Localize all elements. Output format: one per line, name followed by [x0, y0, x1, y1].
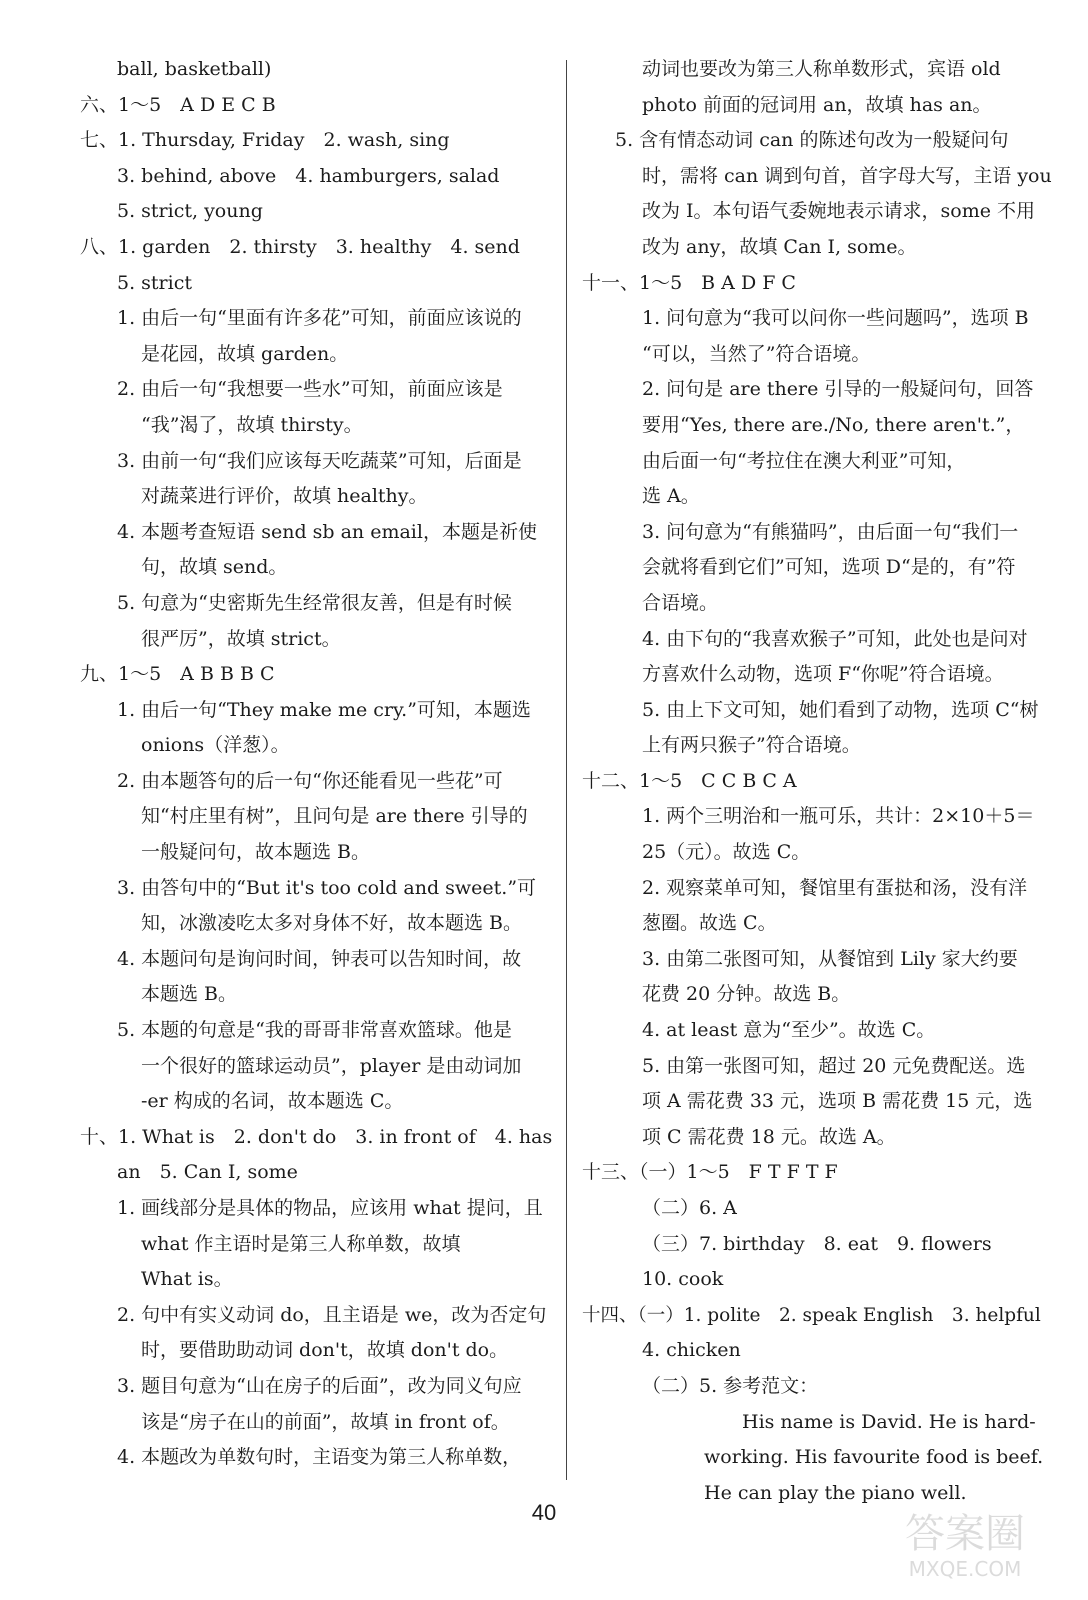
left-line: 1. 由后一句“里面有许多花”可知，前面应该说的: [117, 307, 522, 330]
left-line: ball, basketball): [117, 58, 272, 80]
left-line: 4. 本题问句是询问时间，钟表可以告知时间，故: [117, 947, 522, 970]
left-line: 是花园，故填 garden。: [141, 342, 349, 365]
left-line: 5. 句意为“史密斯先生经常很友善，但是有时候: [117, 591, 512, 614]
page-number: 40: [531, 1500, 557, 1525]
right-line: 4. 由下句的“我喜欢猴子”可知，此处也是问对: [642, 627, 1028, 650]
left-line: 3. 由答句中的“But it's too cold and sweet.”可: [117, 876, 537, 899]
left-line: 2. 由后一句“我想要一些水”可知，前面应该是: [117, 378, 503, 401]
right-line: 3. 由第二张图可知，从餐馆到 Lily 家大约要: [642, 947, 1018, 970]
right-line: 25（元）。故选 C。: [642, 841, 811, 864]
left-line: an 5. Can I, some: [117, 1161, 298, 1184]
right-line: 动词也要改为第三人称单数形式，宾语 old: [642, 58, 1001, 80]
left-line: 3. 由前一句“我们应该每天吃蔬菜”可知，后面是: [117, 449, 522, 472]
right-line: 项 A 需花费 33 元，选项 B 需花费 15 元，选: [642, 1090, 1033, 1113]
watermark-logo: [880, 1502, 1050, 1582]
left-line: 5. strict: [117, 271, 192, 294]
left-line: 很严厉”，故填 strict。: [141, 627, 341, 650]
left-line: 5. 本题的句意是“我的哥哥非常喜欢篮球。他是: [117, 1019, 512, 1042]
left-line: 4. 本题改为单数句时，主语变为第三人称单数，: [117, 1446, 522, 1469]
right-line: He can play the piano well.: [704, 1481, 967, 1504]
left-line: 九、1～5 A B B B C: [80, 663, 275, 686]
left-line: what 作主语时是第三人称单数，故填: [141, 1232, 461, 1255]
left-line: 一个很好的篮球运动员”，player 是由动词加: [141, 1054, 522, 1077]
right-line: （二）5. 参考范文：: [642, 1374, 819, 1397]
left-line: onions（洋葱）。: [141, 734, 290, 757]
right-line: 2. 问句是 are there 引导的一般疑问句，回答: [642, 378, 1034, 401]
right-line: 4. chicken: [642, 1339, 741, 1362]
right-line: 花费 20 分钟。故选 B。: [642, 983, 851, 1006]
left-line: 3. 题目句意为“山在房子的后面”，改为同义句应: [117, 1374, 522, 1397]
right-line: 合语境。: [642, 591, 719, 614]
left-line: What is。: [141, 1268, 233, 1291]
left-line: 时，要借助助动词 don't，故填 don't do。: [141, 1339, 509, 1362]
left-line: 知“村庄里有树”，且问句是 are there 引导的: [141, 805, 528, 828]
left-line: 2. 句中有实义动词 do，且主语是 we，改为否定句: [117, 1303, 547, 1326]
right-line: 5. 由第一张图可知，超过 20 元免费配送。选: [642, 1054, 1026, 1077]
right-line: 十一、1～5 B A D F C: [582, 271, 796, 294]
column-divider: [566, 60, 567, 1480]
right-line: 方喜欢什么动物，选项 F“你呢”符合语境。: [642, 663, 1004, 686]
left-line: 4. 本题考查短语 send sb an email，本题是祈使: [117, 520, 537, 543]
left-line: -er 构成的名词，故本题选 C。: [141, 1090, 404, 1113]
right-line: 改为 I。本句语气委婉地表示请求，some 不用: [642, 200, 1036, 223]
left-line: 一般疑问句，故本题选 B。: [141, 841, 371, 864]
right-line: （三）7. birthday 8. eat 9. flowers: [642, 1232, 992, 1255]
left-line: 知，冰激凌吃太多对身体不好，故本题选 B。: [141, 912, 523, 935]
left-column: [80, 52, 554, 1476]
right-line: photo 前面的冠词用 an，故填 has an。: [642, 93, 992, 116]
left-line: 3. behind, above 4. hamburgers, salad: [117, 164, 500, 187]
right-line: 要用“Yes, there are./No, there aren't.”，: [642, 413, 1025, 436]
left-line: 十、1. What is 2. don't do 3. in front of 4. has: [80, 1125, 553, 1148]
right-line: 选 A。: [642, 485, 700, 508]
left-line: 七、1. Thursday, Friday 2. wash, sing: [80, 129, 450, 152]
right-line: 十四、（一）1. polite 2. speak English 3. helpful: [582, 1304, 1041, 1326]
right-line: 十三、（一）1～5 F T F T F: [582, 1161, 838, 1184]
left-line: 对蔬菜进行评价，故填 healthy。: [141, 485, 428, 508]
right-line: “可以，当然了”符合语境。: [642, 342, 871, 365]
left-line: 该是“房子在山的前面”，故填 in front of。: [141, 1410, 510, 1433]
right-line: 会就将看到它们”可知，选项 D“是的，有”符: [642, 556, 1016, 579]
right-line: 5. 由上下文可知，她们看到了动物，选项 C“树: [642, 698, 1039, 721]
right-line: 3. 问句意为“有熊猫吗”，由后面一句“我们一: [642, 520, 1019, 543]
left-line: 六、1～5 A D E C B: [80, 93, 276, 116]
right-line: 4. at least 意为“至少”。故选 C。: [642, 1019, 936, 1042]
right-line: 1. 两个三明治和一瓶可乐，共计：2×10＋5＝: [642, 805, 1035, 828]
right-line: His name is David. He is hard-: [742, 1410, 1036, 1433]
right-column: [582, 52, 1052, 1511]
right-line: 十二、1～5 C C B C A: [582, 769, 797, 792]
left-line: 句，故填 send。: [141, 556, 288, 579]
left-line: 1. 画线部分是具体的物品，应该用 what 提问，且: [117, 1197, 543, 1219]
left-line: 5. strict, young: [117, 200, 263, 223]
left-line: 八、1. garden 2. thirsty 3. healthy 4. send: [80, 235, 520, 258]
right-line: 10. cook: [642, 1268, 724, 1291]
right-line: （二）6. A: [642, 1197, 737, 1219]
left-line: 2. 由本题答句的后一句“你还能看见一些花”可: [117, 769, 503, 792]
right-line: 项 C 需花费 18 元。故选 A。: [642, 1125, 896, 1148]
left-line: “我”渴了，故填 thirsty。: [141, 413, 363, 436]
watermark-text: 答案圈: [905, 1511, 1025, 1557]
right-line: 改为 any，故填 Can I, some。: [642, 235, 917, 258]
watermark-url: MXQE.COM: [908, 1557, 1022, 1581]
right-line: 上有两只猴子”符合语境。: [642, 734, 861, 757]
right-line: 5. 含有情态动词 can 的陈述句改为一般疑问句: [615, 129, 1009, 152]
right-line: 2. 观察菜单可知，餐馆里有蛋挞和汤，没有洋: [642, 876, 1028, 899]
left-line: 本题选 B。: [141, 983, 238, 1006]
right-line: 1. 问句意为“我可以问你一些问题吗”，选项 B: [642, 307, 1029, 330]
left-line: 1. 由后一句“They make me cry.”可知，本题选: [117, 698, 531, 721]
right-line: 时，需将 can 调到句首，首字母大写，主语 you: [642, 164, 1052, 187]
right-line: working. His favourite food is beef.: [704, 1446, 1044, 1469]
right-line: 由后面一句“考拉住在澳大利亚”可知，: [642, 449, 966, 472]
right-line: 葱圈。故选 C。: [642, 912, 777, 935]
